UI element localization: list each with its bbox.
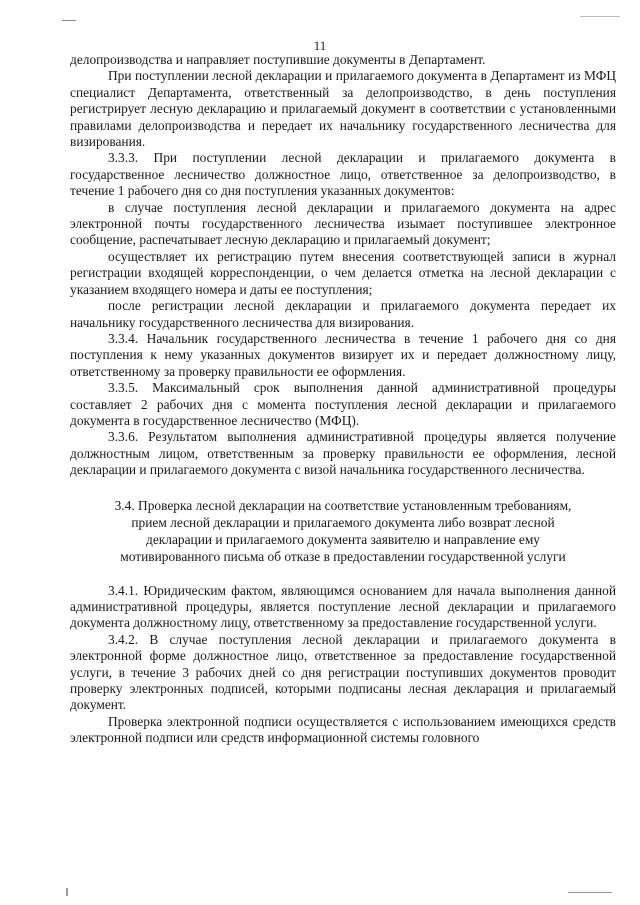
paragraph: делопроизводства и направляет поступившие документы в Департамент. [70, 52, 486, 67]
scan-artifact [66, 888, 68, 896]
paragraph: после регистрации лесной декларации и прилагаемого документа передает их начальнику государственного лесничества для визирования. [70, 298, 616, 330]
paragraph: При поступлении лесной декларации и прилагаемого документа в Департамент из МФЦ специалист Департамента, ответственный за делопроизводство, в день поступления регистрирует лесную декларацию и прилагаемый документ в соответствии с установленными правилами делопроизводства и передает их начальнику государственного лесничества для визирования. [70, 68, 616, 150]
page-number: 11 [313, 38, 327, 53]
paragraph: 3.3.6. Результатом выполнения административной процедуры является получение должностным лицом, ответственным за проверку правильности ее оформления, лесной декларации и прилагаемого документа с визой начальника государственного лесничества. [70, 429, 616, 478]
paragraph: 3.3.3. При поступлении лесной декларации и прилагаемого документа в государственное лесничество должностное лицо, ответственное за делопроизводство, в течение 1 рабочего дня со дня поступления указанных документов: [70, 150, 616, 199]
paragraph: 3.3.4. Начальник государственного лесничества в течение 1 рабочего дня со дня поступления к нему указанных документов визирует их и передает должностному лицу, ответственному за проверку правильности ее оформления. [70, 330, 616, 379]
section-heading-line: мотивированного письма об отказе в предоставлении государственной услуги [120, 548, 566, 564]
document-body [70, 52, 616, 747]
paragraph: Проверка электронной подписи осуществляется с использованием имеющихся средств электронной подписи или средств информационной системы головного [70, 713, 616, 746]
section-heading-line: декларации и прилагаемого документа заявителю и направление ему [146, 531, 540, 547]
section-heading-line: прием лесной декларации и прилагаемого документа либо возврат лесной [131, 514, 555, 530]
scan-artifact [580, 16, 620, 17]
paragraph: осуществляет их регистрацию путем внесения соответствующей записи в журнал регистрации входящей корреспонденции, о чем делается отметка на лесной декларации с указанием входящего номера и даты ее поступления; [70, 248, 616, 297]
section-heading-line: 3.4. Проверка лесной декларации на соответствие установленным требованиям, [114, 497, 572, 513]
paragraph: 3.3.5. Максимальный срок выполнения данной административной процедуры составляет 2 рабочих дня с момента поступления лесной декларации и прилагаемого документа в государственное лесничество (МФЦ). [70, 380, 616, 428]
section-heading [70, 497, 616, 565]
paragraph: в случае поступления лесной декларации и прилагаемого документа на адрес электронной почты государственного лесничества изымает поступившее электронное сообщение, распечатывает лесную декларацию и прилагаемый документ; [70, 199, 616, 248]
paragraph: 3.4.1. Юридическим фактом, являющимся основанием для начала выполнения данной административной процедуры, является поступление лесной декларации и прилагаемого документа должностному лицу, ответственному за предоставление государственной услуги. [70, 582, 616, 631]
scan-artifact [568, 892, 612, 893]
paragraph: 3.4.2. В случае поступления лесной декларации и прилагаемого документа в электронной форме должностное лицо, ответственное за предоставление государственной услуги, в течение 3 рабочих дней со дня регистрации поступивших документов проводит проверку электронных подписей, которыми подписаны лесная декларация и прилагаемый документ. [70, 631, 616, 713]
scan-artifact [62, 20, 76, 21]
